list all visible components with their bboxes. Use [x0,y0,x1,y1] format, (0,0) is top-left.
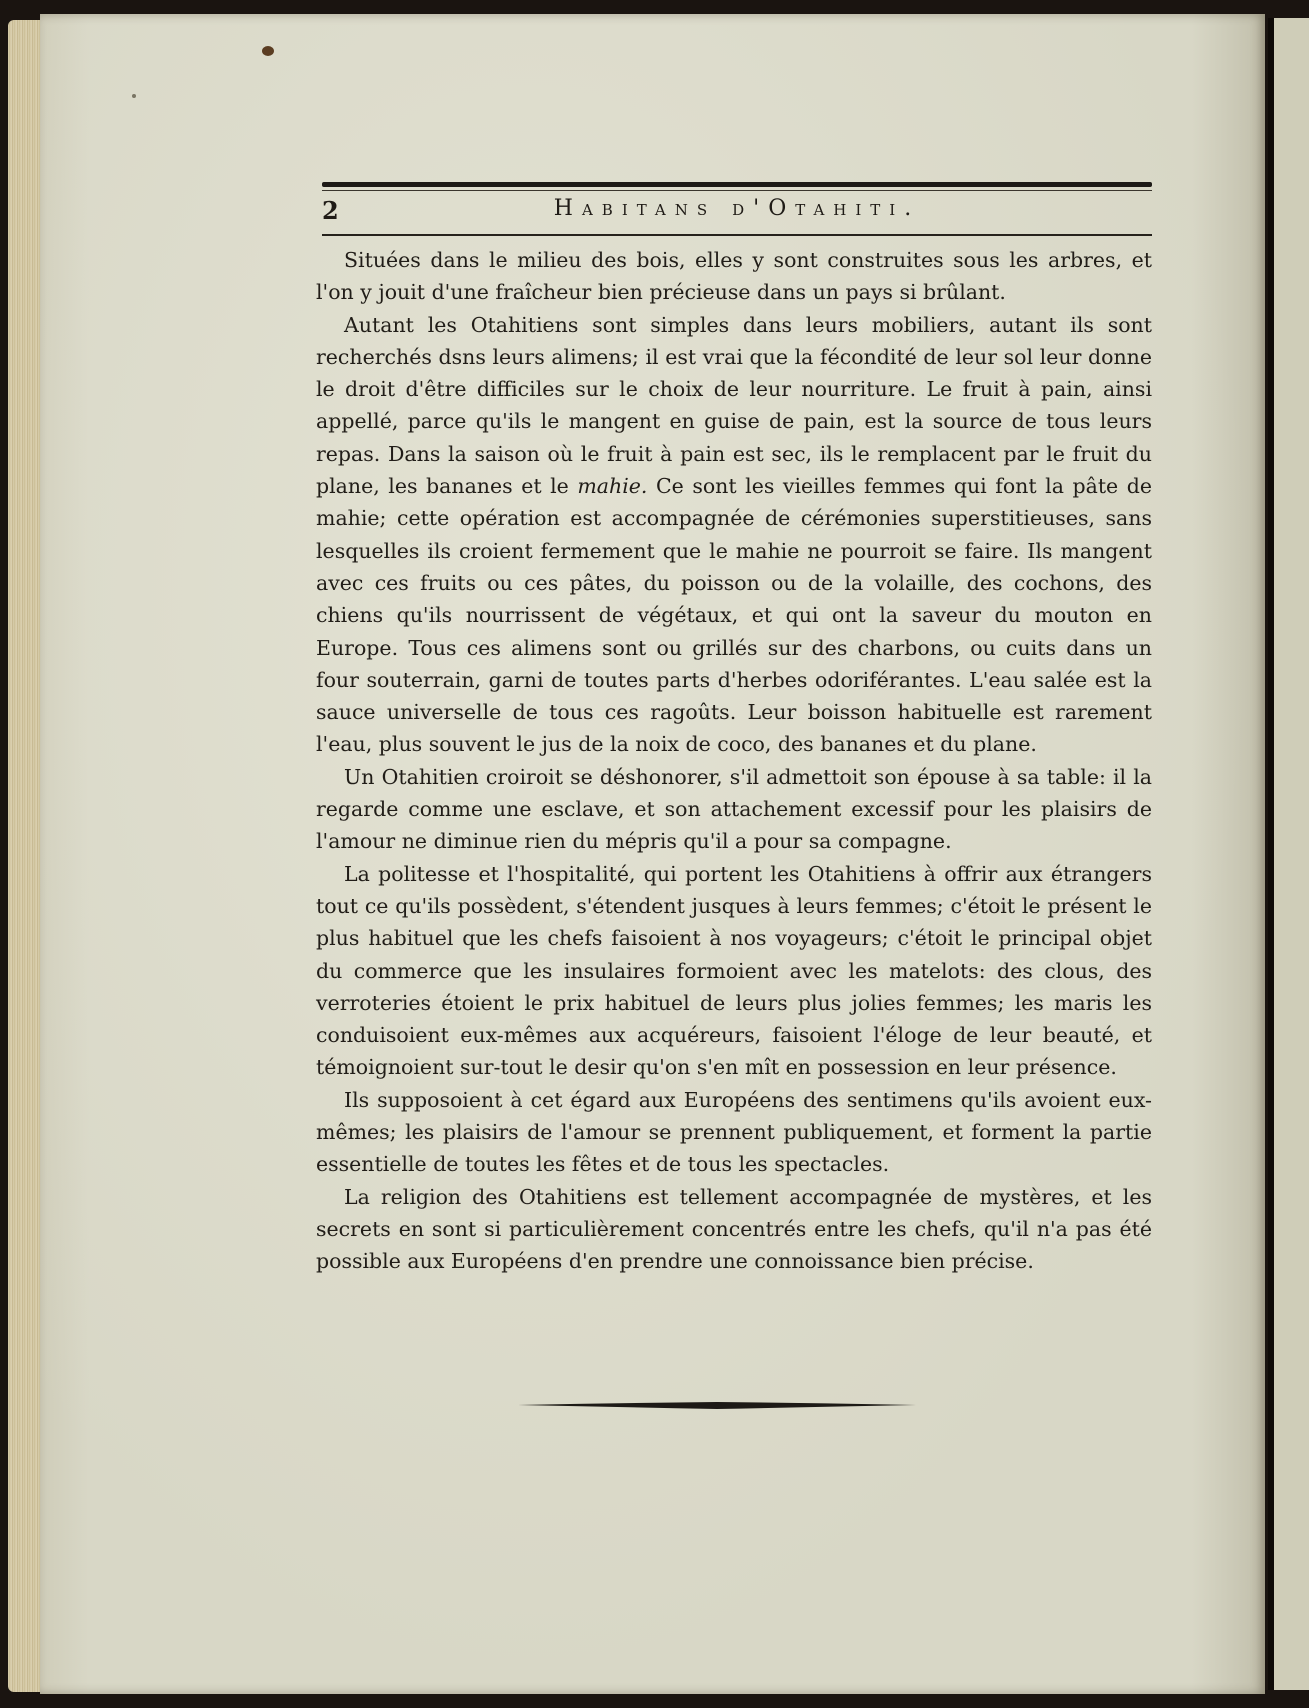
paragraph-2-italic-word: mahie. [577,474,648,499]
body-text [316,244,1152,1278]
tapered-rule-graphic [518,1400,916,1410]
paragraph-3 [316,761,1152,858]
paragraph-2-text-end: Ce sont les vieilles femmes qui font la pâte de mahie; cette opération est accompagnée de cérémonies superstitieuses, sans lesquelles ils croient fermement que le mahie ne pourroit se faire. Ils mangent avec ces fruits ou ces pâtes, du poisson ou de la volaille, des cochons, des chiens qu'ils nourrissent de végétaux, et qui ont la saveur du mouton en Europe. Tous ces alimens sont ou grillés sur des charbons, ou cuits dans un four souterrain, garni de toutes parts d'herbes odoriférantes. L'eau salée est la sauce universelle de tous ces ragoûts. Leur boisson habituelle est rarement l'eau, plus souvent le jus de la noix de coco, des bananes et du plane. [316,474,1152,757]
paragraph-6 [316,1181,1152,1278]
facing-page-edge [1268,18,1309,1690]
paragraph-5 [316,1084,1152,1181]
paragraph-4 [316,858,1152,1084]
header-thick-rule [322,182,1152,187]
header-underline-rule [322,234,1152,236]
paragraph-6-text: La religion des Otahitiens est tellement accompagnée de mystères, et les secrets en sont si particulièrement concentrés entre les chefs, qu'il n'a pas été possible aux Européens d'en prendre une connoissance bien précise. [316,1184,1152,1274]
header-thin-rule [322,190,1152,191]
page-header [322,182,1152,242]
ink-stain-mark [262,46,274,56]
paragraph-5-text: Ils supposoient à cet égard aux Européens des sentimens qu'ils avoient eux-mêmes; les plaisirs de l'amour se prennent publiquement, et forment la partie essentielle de toutes les fêtes et de tous les spectacles. [316,1087,1152,1177]
paragraph-2-text-start: Autant les Otahitiens sont simples dans leurs mobiliers, autant ils sont recherchés dsns leurs alimens; il est vrai que la fécondité de leur sol leur donne le droit d'être difficiles sur le choix de leur nourriture. Le fruit à pain, ainsi appellé, parce qu'ils le mangent en guise de pain, est la source de tous leurs repas. Dans la saison où le fruit à pain est sec, ils le remplacent par le fruit du plane, les bananes et le [316,312,1152,499]
paragraph-2 [316,309,1152,761]
tail-ornament-rule [518,1400,916,1410]
paper-speck-mark [132,94,136,98]
paragraph-3-text: Un Otahitien croiroit se déshonorer, s'il admettoit son épouse à sa table: il la regarde comme une esclave, et son attachement excessif pour les plaisirs de l'amour ne diminue rien du mépris qu'il a pour sa compagne. [316,764,1152,854]
paragraph-1-text: Situées dans le milieu des bois, elles y sont construites sous les arbres, et l'on y jouit d'une fraîcheur bien précieuse dans un pays si brûlant. [316,248,1152,305]
running-head: Habitans d'Otahiti. [553,196,921,221]
page-number: 2 [322,196,339,225]
paragraph-1 [316,244,1152,309]
paragraph-4-text: La politesse et l'hospitalité, qui portent les Otahitiens à offrir aux étrangers tout ce qu'ils possèdent, s'étendent jusques à leurs femmes; c'étoit le présent le plus habituel que les chefs faisoient à nos voyageurs; c'étoit le principal objet du commerce que les insulaires formoient avec les matelots: des clous, des verroteries étoient le prix habituel de leurs plus jolies femmes; les maris les conduisoient eux-mêmes aux acquéreurs, faisoient l'éloge de leur beauté, et témoignoient sur-tout le desir qu'on s'en mît en possession en leur présence. [316,861,1152,1080]
